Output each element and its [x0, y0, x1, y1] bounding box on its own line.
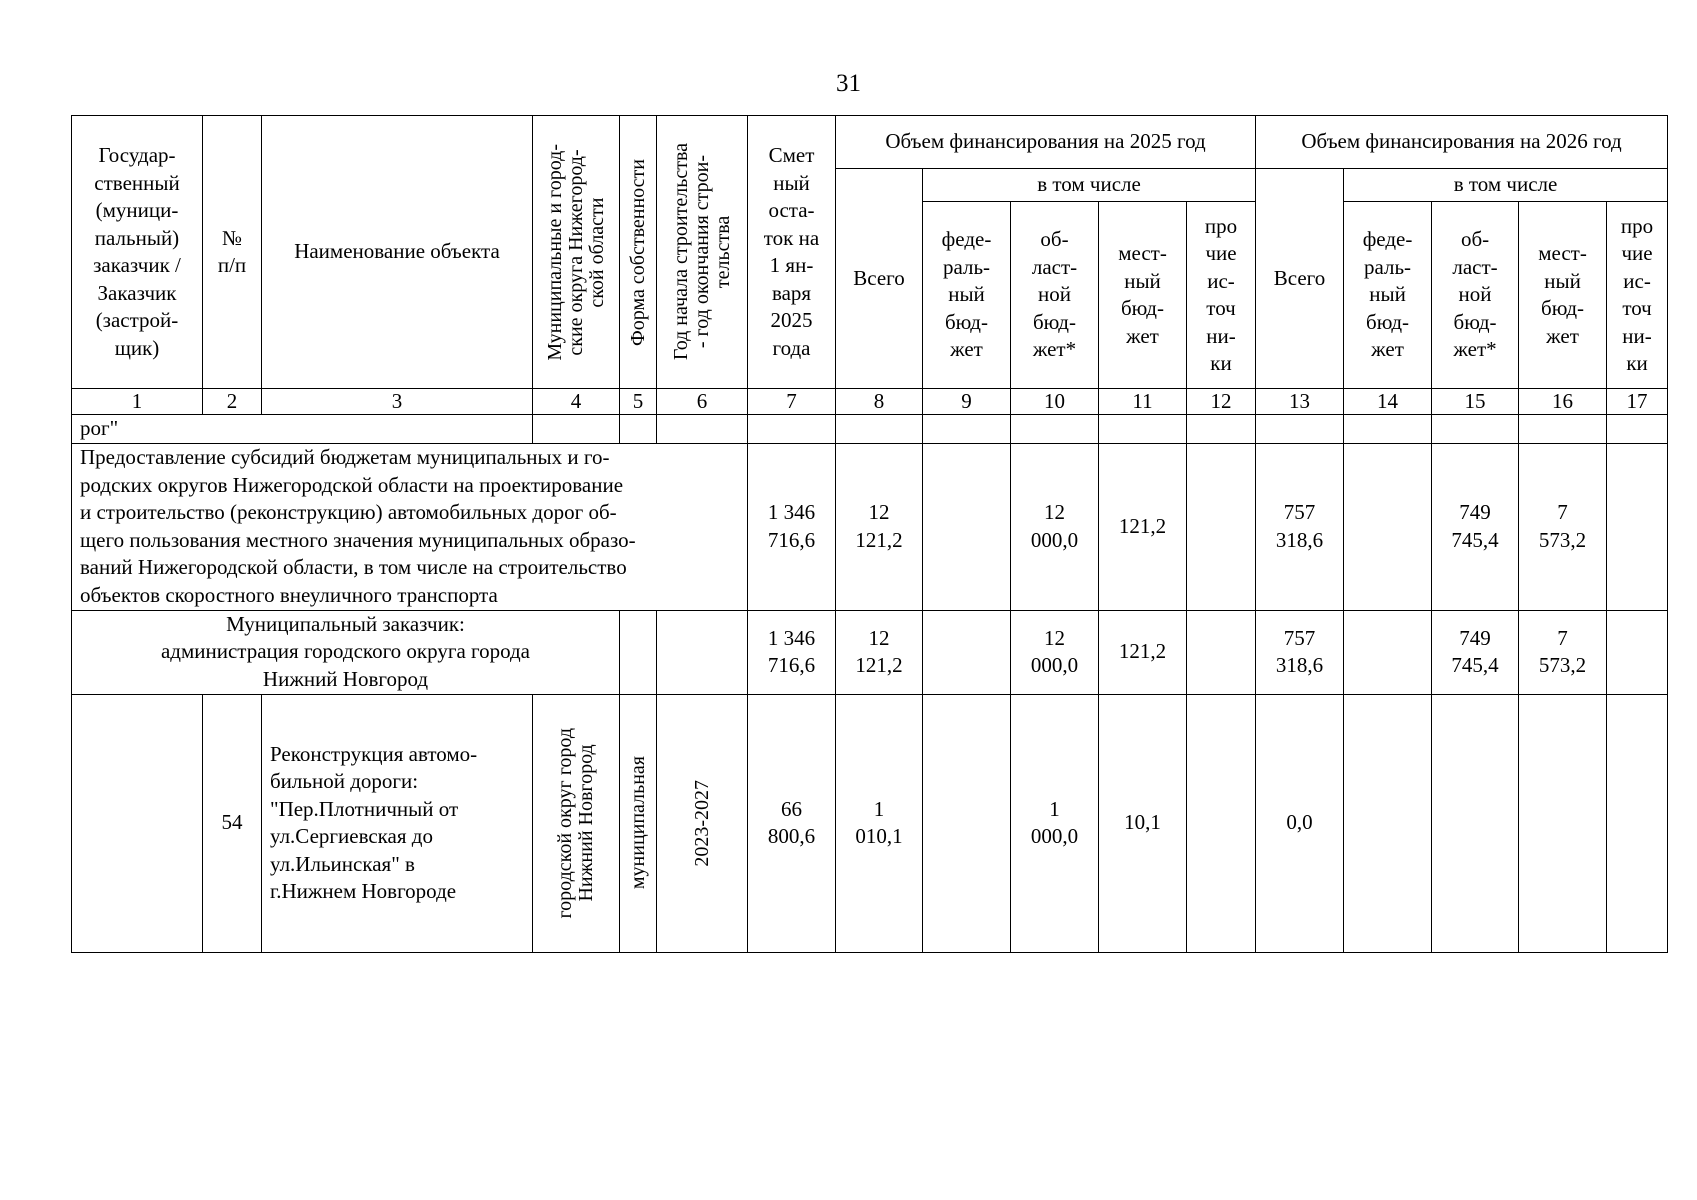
header-including-2025: в том числе	[923, 169, 1256, 202]
federal-2025-value	[923, 443, 1011, 610]
header-other-2025: про чие ис- точ ни- ки	[1187, 202, 1256, 389]
regional-2026-value: 749 745,4	[1432, 443, 1519, 610]
regional-2025-value: 12 000,0	[1011, 443, 1099, 610]
header-funding-2026: Объем финансирования на 2026 год	[1256, 116, 1668, 169]
object-num: 54	[203, 694, 262, 952]
empty-cell	[657, 610, 748, 694]
header-federal-2025: феде- раль- ный бюд- жет	[923, 202, 1011, 389]
empty-cell	[1187, 415, 1256, 444]
column-number: 12	[1187, 389, 1256, 415]
federal-2025-value	[923, 610, 1011, 694]
total-2026-value: 0,0	[1256, 694, 1344, 952]
column-number: 13	[1256, 389, 1344, 415]
header-num: № п/п	[203, 116, 262, 389]
column-number: 6	[657, 389, 748, 415]
federal-2026-value	[1344, 694, 1432, 952]
header-regional-2025: об- ласт- ной бюд- жет*	[1011, 202, 1099, 389]
header-ownership	[620, 116, 657, 389]
table-row	[72, 694, 1668, 952]
empty-cell	[657, 415, 748, 444]
empty-cell	[1011, 415, 1099, 444]
empty-cell	[620, 610, 657, 694]
fragment-row	[72, 415, 1668, 444]
column-numbers-row	[72, 389, 1668, 415]
empty-cell	[836, 415, 923, 444]
column-number: 8	[836, 389, 923, 415]
object-ownership-text: муниципальная	[626, 756, 649, 890]
object-name: Реконструкция автомо- бильной дороги: "Пер.Плотничный от ул.Сергиевская до ул.Ильинская" в г.Нижнем Новгороде	[262, 694, 533, 952]
object-years	[657, 694, 748, 952]
regional-2026-value: 749 745,4	[1432, 610, 1519, 694]
federal-2026-value	[1344, 443, 1432, 610]
header-years-text: Год начала строительства - год окончания строи- тельства	[669, 143, 734, 361]
column-number: 5	[620, 389, 657, 415]
empty-cell	[1519, 415, 1607, 444]
column-number: 4	[533, 389, 620, 415]
object-ownership	[620, 694, 657, 952]
estimate-value: 66 800,6	[748, 694, 836, 952]
total-2026-value: 757 318,6	[1256, 610, 1344, 694]
regional-2025-value: 12 000,0	[1011, 610, 1099, 694]
financing-table	[71, 115, 1668, 953]
column-number: 17	[1607, 389, 1668, 415]
column-number: 16	[1519, 389, 1607, 415]
header-regional-2026: об- ласт- ной бюд- жет*	[1432, 202, 1519, 389]
total-2026-value: 757 318,6	[1256, 443, 1344, 610]
header-including-2026: в том числе	[1344, 169, 1668, 202]
other-2025-value	[1187, 443, 1256, 610]
empty-cell	[620, 415, 657, 444]
column-number: 3	[262, 389, 533, 415]
empty-cell	[923, 415, 1011, 444]
object-years-text: 2023-2027	[690, 779, 713, 867]
object-district	[533, 694, 620, 952]
column-number: 14	[1344, 389, 1432, 415]
column-number: 9	[923, 389, 1011, 415]
other-2026-value	[1607, 610, 1668, 694]
other-2025-value	[1187, 610, 1256, 694]
header-total-2025: Всего	[836, 169, 923, 389]
row-label: Муниципальный заказчик: администрация городского округа города Нижний Новгород	[72, 610, 620, 694]
column-number: 1	[72, 389, 203, 415]
total-2025-value: 12 121,2	[836, 443, 923, 610]
local-2025-value: 10,1	[1099, 694, 1187, 952]
estimate-value: 1 346 716,6	[748, 443, 836, 610]
federal-2025-value	[923, 694, 1011, 952]
column-number: 10	[1011, 389, 1099, 415]
header-object-name: Наименование объекта	[262, 116, 533, 389]
header-total-2026: Всего	[1256, 169, 1344, 389]
header-ownership-text: Форма собственности	[626, 158, 649, 346]
empty-cell	[1344, 415, 1432, 444]
column-number: 2	[203, 389, 262, 415]
empty-cell	[748, 415, 836, 444]
header-districts-text: Муниципальные и город- ские округа Нижегород- ской области	[543, 143, 608, 361]
column-number: 15	[1432, 389, 1519, 415]
page-number: 31	[836, 70, 861, 97]
total-2025-value: 1 010,1	[836, 694, 923, 952]
column-number: 7	[748, 389, 836, 415]
header-years	[657, 116, 748, 389]
local-2025-value: 121,2	[1099, 443, 1187, 610]
empty-cell	[1099, 415, 1187, 444]
table-row	[72, 443, 1668, 610]
header-other-2026: про чие ис- точ ни- ки	[1607, 202, 1668, 389]
fragment-text: рог"	[72, 415, 533, 444]
local-2026-value	[1519, 694, 1607, 952]
total-2025-value: 12 121,2	[836, 610, 923, 694]
estimate-value: 1 346 716,6	[748, 610, 836, 694]
local-2026-value: 7 573,2	[1519, 443, 1607, 610]
local-2026-value: 7 573,2	[1519, 610, 1607, 694]
header-federal-2026: феде- раль- ный бюд- жет	[1344, 202, 1432, 389]
local-2025-value: 121,2	[1099, 610, 1187, 694]
object-district-text: городской округ город Нижний Новгород	[554, 727, 597, 919]
header-districts	[533, 116, 620, 389]
table-row	[72, 610, 1668, 694]
header-row-1	[72, 116, 1668, 169]
object-customer	[72, 694, 203, 952]
empty-cell	[1256, 415, 1344, 444]
header-local-2025: мест- ный бюд- жет	[1099, 202, 1187, 389]
other-2026-value	[1607, 443, 1668, 610]
federal-2026-value	[1344, 610, 1432, 694]
empty-cell	[1432, 415, 1519, 444]
other-2026-value	[1607, 694, 1668, 952]
empty-cell	[1607, 415, 1668, 444]
regional-2026-value	[1432, 694, 1519, 952]
header-customer: Государ- ственный (муници- пальный) заказчик / Заказчик (застрой- щик)	[72, 116, 203, 389]
other-2025-value	[1187, 694, 1256, 952]
header-local-2026: мест- ный бюд- жет	[1519, 202, 1607, 389]
regional-2025-value: 1 000,0	[1011, 694, 1099, 952]
column-number: 11	[1099, 389, 1187, 415]
header-funding-2025: Объем финансирования на 2025 год	[836, 116, 1256, 169]
empty-cell	[533, 415, 620, 444]
row-label: Предоставление субсидий бюджетам муниципальных и го- родских округов Нижегородской области на проектирование и строительство (реконструкцию) автомобильных дорог об- щего пользования местного значения муниципальных образо- ваний Нижегородской области, в том числе на строительство объектов скоростного внеуличного транспорта	[72, 443, 748, 610]
header-estimate-balance: Смет ный оста- ток на 1 ян- варя 2025 года	[748, 116, 836, 389]
